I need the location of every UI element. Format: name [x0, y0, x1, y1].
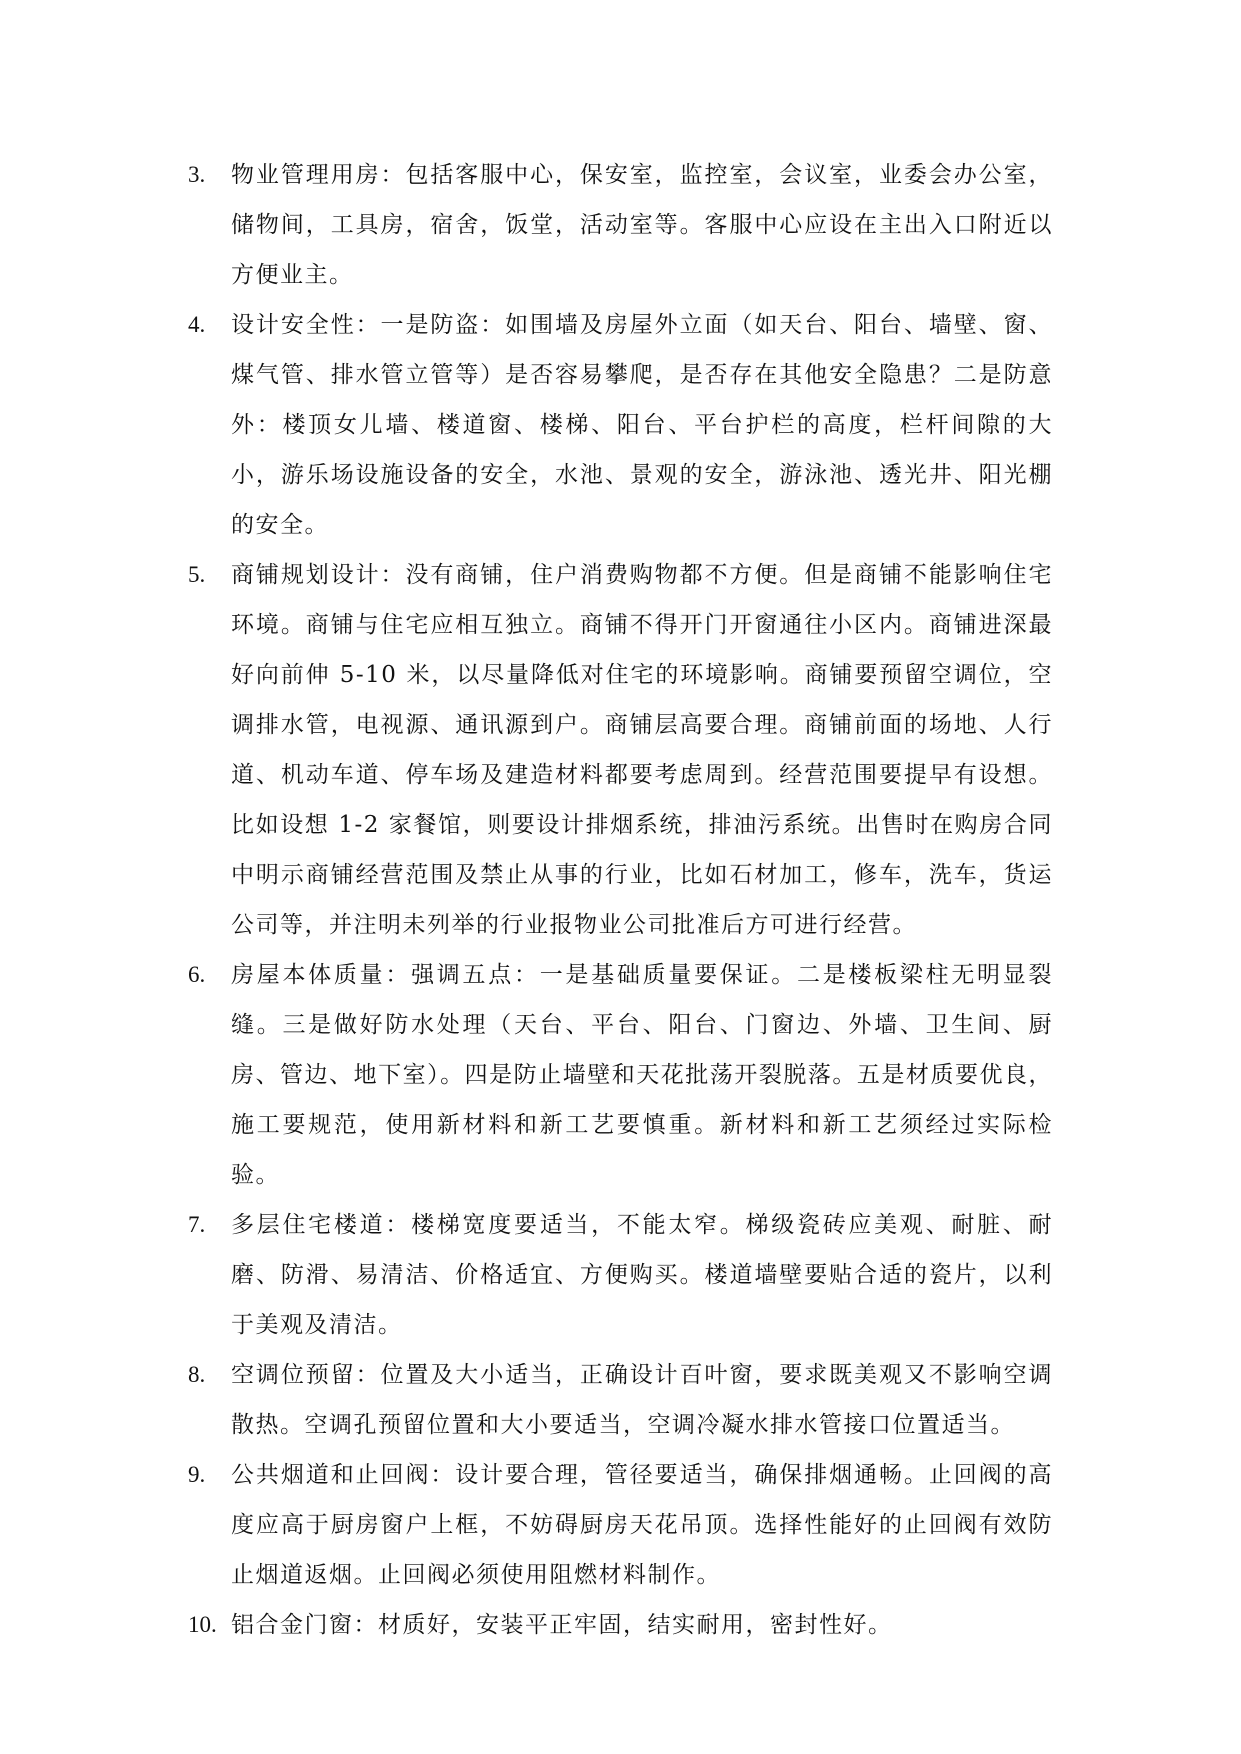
- numbered-list: [188, 150, 1053, 1650]
- list-item: [188, 300, 1053, 550]
- item-number: 7.: [188, 1212, 206, 1237]
- item-number: 3.: [188, 162, 206, 187]
- list-item: [188, 150, 1053, 300]
- list-item: [188, 950, 1053, 1200]
- item-number: 6.: [188, 962, 206, 987]
- item-text: 多层住宅楼道：楼梯宽度要适当，不能太窄。梯级瓷砖应美观、耐脏、耐磨、防滑、易清洁、价格适宜、方便购买。楼道墙壁要贴合适的瓷片，以利于美观及清洁。: [231, 1212, 1053, 1338]
- item-text: 物业管理用房：包括客服中心，保安室，监控室，会议室，业委会办公室，储物间，工具房，宿舍，饭堂，活动室等。客服中心应设在主出入口附近以方便业主。: [231, 162, 1053, 288]
- item-number: 5.: [188, 562, 206, 587]
- list-item: [188, 1600, 1053, 1650]
- item-number: 4.: [188, 312, 206, 337]
- item-number: 8.: [188, 1362, 206, 1387]
- list-item: [188, 1450, 1053, 1600]
- item-text: 铝合金门窗：材质好，安装平正牢固，结实耐用，密封性好。: [231, 1612, 893, 1638]
- item-text: 空调位预留：位置及大小适当，正确设计百叶窗，要求既美观又不影响空调散热。空调孔预留位置和大小要适当，空调冷凝水排水管接口位置适当。: [231, 1362, 1053, 1438]
- item-text: 房屋本体质量：强调五点：一是基础质量要保证。二是楼板梁柱无明显裂缝。三是做好防水处理（天台、平台、阳台、门窗边、外墙、卫生间、厨房、管边、地下室）。四是防止墙壁和天花批荡开裂脱落。五是材质要优良，施工要规范，使用新材料和新工艺要慎重。新材料和新工艺须经过实际检验。: [231, 962, 1053, 1188]
- item-text: 设计安全性：一是防盗：如围墙及房屋外立面（如天台、阳台、墙壁、窗、煤气管、排水管立管等）是否容易攀爬，是否存在其他安全隐患？二是防意外：楼顶女儿墙、楼道窗、楼梯、阳台、平台护栏的高度，栏杆间隙的大小，游乐场设施设备的安全，水池、景观的安全，游泳池、透光井、阳光棚的安全。: [231, 312, 1053, 538]
- item-text: 商铺规划设计：没有商铺，住户消费购物都不方便。但是商铺不能影响住宅环境。商铺与住宅应相互独立。商铺不得开门开窗通往小区内。商铺进深最好向前伸 5-10 米，以尽量降低对住宅的环境影响。商铺要预留空调位，空调排水管，电视源、通讯源到户。商铺层高要合理。商铺前面的场地、人行道、机动车道、停车场及建造材料都要考虑周到。经营范围要提早有设想。比如设想 1-2 家餐馆，则要设计排烟系统，排油污系统。出售时在购房合同中明示商铺经营范围及禁止从事的行业，比如石材加工，修车，洗车，货运公司等，并注明未列举的行业报物业公司批准后方可进行经营。: [231, 562, 1053, 938]
- item-number: 9.: [188, 1462, 206, 1487]
- list-item: [188, 1350, 1053, 1450]
- list-item: [188, 550, 1053, 950]
- item-number: 10.: [188, 1612, 217, 1637]
- list-item: [188, 1200, 1053, 1350]
- item-text: 公共烟道和止回阀：设计要合理，管径要适当，确保排烟通畅。止回阀的高度应高于厨房窗户上框，不妨碍厨房天花吊顶。选择性能好的止回阀有效防止烟道返烟。止回阀必须使用阻燃材料制作。: [231, 1462, 1053, 1588]
